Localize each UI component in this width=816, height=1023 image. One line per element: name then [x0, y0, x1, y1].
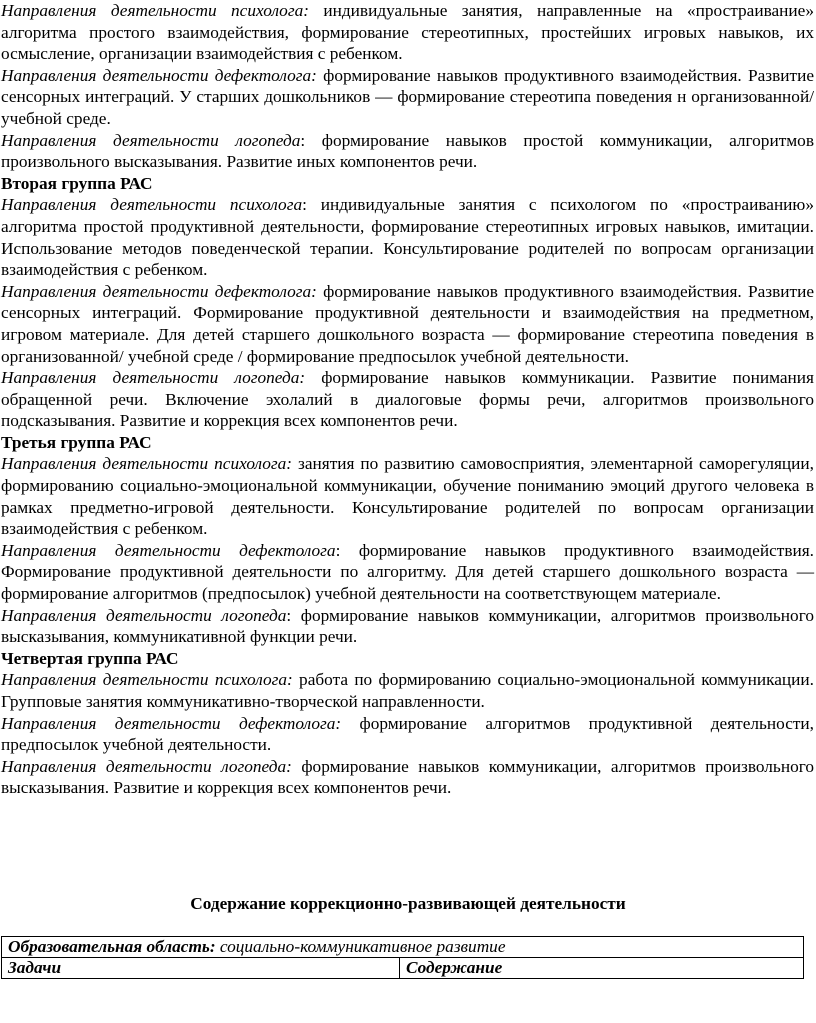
section-title: Содержание коррекционно-развивающей деятельности: [190, 894, 626, 913]
paragraph: [1, 756, 814, 799]
paragraph-text: работа по формированию социально-эмоциональной коммуникации. Групповые занятия коммуникативно-творческой направленности.: [1, 670, 814, 711]
paragraph-lead: Направления деятельности дефектолога:: [1, 713, 342, 733]
column-header-content: Содержание: [400, 958, 804, 979]
paragraph: [1, 713, 814, 756]
paragraph-lead: Направления деятельности логопеда:: [1, 756, 292, 776]
paragraph-lead: Направления деятельности логопеда:: [1, 368, 306, 388]
education-area-cell: [2, 937, 804, 958]
paragraph-text: формирование навыков продуктивного взаимодействия. Развитие сенсорных интеграций. Формирование продуктивной деятельности и взаимодействия на предметном, игровом материале. Для детей старшего дошкольного возраста — формирование стереотипа поведения в организованной/ учебной среде / формирование предпосылок учебной деятельности.: [1, 281, 814, 366]
paragraph-lead: Направления деятельности психолога:: [1, 670, 293, 690]
table-row: [2, 937, 804, 958]
paragraph: [1, 540, 814, 605]
table-header-row: [2, 958, 804, 979]
paragraph: [1, 367, 814, 432]
paragraph-text: формирование навыков продуктивного взаимодействия. Развитие сенсорных интеграций. У старших дошкольников — формирование стереотипа поведения н организованной/учебной среде.: [1, 65, 814, 128]
column-header-tasks: Задачи: [2, 958, 400, 979]
paragraph-lead: Направления деятельности логопеда: [1, 130, 301, 150]
paragraph-lead: Направления деятельности психолога:: [1, 1, 309, 20]
paragraph-lead: Направления деятельности дефектолога:: [1, 281, 317, 301]
paragraph-text: занятия по развитию самовосприятия, элементарной саморегуляции, формированию социально-эмоциональной коммуникации, обучение пониманию эмоций другого человека в рамках предметно-игровой деятельности. Консультирование родителей по вопросам организации взаимодействия с ребенком.: [1, 454, 814, 539]
paragraph: [1, 65, 814, 130]
paragraph: [1, 669, 814, 712]
paragraph: [1, 453, 814, 539]
paragraph-lead: Направления деятельности дефектолога: [1, 540, 336, 560]
paragraph: [1, 130, 814, 173]
paragraph-lead: Направления деятельности психолога: [1, 195, 303, 215]
group-heading: Четвертая группа РАС: [1, 648, 179, 668]
paragraph: [1, 605, 814, 648]
education-area-label: Образовательная область:: [8, 937, 216, 956]
paragraph-text: : формирование навыков коммуникации, алгоритмов произвольного высказывания, коммуникативной функции речи.: [1, 605, 814, 647]
paragraph: [1, 0, 814, 65]
paragraph: [1, 281, 814, 367]
paragraph-text: формирование навыков коммуникации. Развитие понимания обращенной речи. Включение эхолалий в диалоговые формы речи, алгоритмов произвольного подсказывания. Развитие и коррекция всех компонентов речи.: [1, 368, 814, 431]
paragraph-text: индивидуальные занятия, направленные на «простраивание» алгоритма простого взаимодействия, формирование стереотипных, простейших игровых навыков, их осмысление, организации взаимодействия с ребенком.: [1, 1, 814, 64]
paragraph-text: формирование навыков коммуникации, алгоритмов произвольного высказывания. Развитие и коррекция всех компонентов речи.: [1, 756, 815, 798]
paragraph-text: : формирование навыков простой коммуникации, алгоритмов произвольного высказывания. Развитие иных компонентов речи.: [1, 130, 814, 172]
group-heading: Вторая группа РАС: [1, 173, 153, 193]
paragraph-text: : индивидуальные занятия с психологом по «простраиванию» алгоритма простой продуктивной деятельности, формирование стереотипных игровых навыков, имитации. Использование методов поведенческой терапии. Консультирование родителей по вопросам организации взаимодействия с ребенком.: [1, 195, 814, 280]
education-area-value: социально-коммуникативное развитие: [215, 937, 506, 956]
paragraph-lead: Направления деятельности дефектолога:: [1, 65, 317, 85]
paragraph-text: : формирование навыков продуктивного взаимодействия. Формирование продуктивной деятельности по алгоритму. Для детей старшего дошкольного возраста — формирование алгоритмов (предпосылок) учебной деятельности на соответствующем материале.: [1, 540, 814, 604]
paragraph: [1, 194, 814, 280]
paragraph-lead: Направления деятельности психолога:: [1, 454, 293, 474]
education-table: [1, 936, 804, 979]
paragraph-text: формирование алгоритмов продуктивной деятельности, предпосылок учебной деятельности.: [1, 713, 814, 755]
group-heading: Третья группа РАС: [1, 432, 152, 452]
paragraph-lead: Направления деятельности логопеда: [1, 605, 287, 625]
